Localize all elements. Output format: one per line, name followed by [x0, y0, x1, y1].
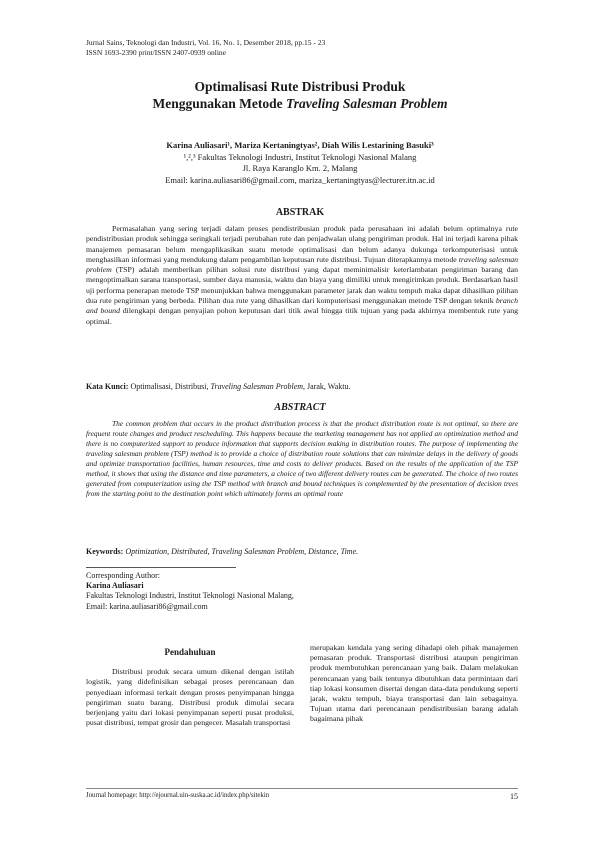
abstrak-paragraph: [86, 224, 518, 327]
body-paragraph-right: merupakan kendala yang sering dihadapi oleh pihak manajemen pemasaran produk. Transportasi distribusi ataupun pengiriman produk membutuhkan perencanaan yang baik. Dalam melakukan perencanaan yang baik tentunya dibutuhkan data permintaan dari tiap lokasi konsumen disertai dengan data-data pendukung seperti jarak, waktu tempuh, biaya transportasi dan lain sebagainya. Tujuan utama dari perencanaan pendistribusian barang adalah bagaimana pihak: [310, 643, 518, 724]
body-paragraph-left: Distribusi produk secara umum dikenal dengan istilah logistik, yang didefinisikan sebagai proses perencanaan dan penyediaan informasi terkait dengan proses penyimpanan hingga pengiriman suatu barang. Distribusi produk dimulai secara berjenjang yaitu dari lokasi penyimpanan seperti pusat produksi, pusat distribusi, tempat grosir dan pengecer. Masalah transportasi: [86, 667, 294, 728]
abstrak-italic-2: branch and bound: [86, 296, 518, 316]
keywords-text: Optimization, Distributed, Traveling Salesman Problem, Distance, Time.: [125, 547, 359, 556]
corresponding-label: Corresponding Author:: [86, 571, 160, 580]
journal-homepage: Journal homepage: http://ejournal.uin-suska.ac.id/index.php/sitekin: [86, 792, 270, 799]
author-block: [0, 140, 600, 186]
title-line-2-prefix: Menggunakan Metode: [152, 96, 283, 111]
corresponding-divider: [86, 567, 236, 568]
corresponding-affiliation: Fakultas Teknologi Industri, Institut Teknologi Nasional Malang,: [86, 591, 294, 601]
kata-kunci-label: Kata Kunci:: [86, 382, 129, 391]
page-number: 15: [510, 792, 518, 801]
corresponding-email: Email: karina.auliasari86@gmail.com: [86, 601, 208, 611]
body-column-right: [310, 643, 518, 725]
page-footer: [86, 792, 518, 799]
keywords: [86, 547, 518, 557]
abstrak-text-2: (TSP) adalah memberikan pilihan solusi rute distribusi yang dapat meminimalisir keterlambatan pengiriman barang dan mengoptimalkan sarana transportasi, sumber daya manusia, waktu dan biaya yang dimiliki untuk mengirimkan produk. Berdasarkan hasil uji performa penerapan metode TSP menunjukkan bahwa menggunakan parameter jarak dan waktu tempuh maka dapat dihasilkan pilihan dua rute pengiriman yang berbeda. Pilihan dua rute yang dihasilkan dari komputerisasi menggunakan metode TSP dengan teknik: [86, 265, 518, 306]
paper-title: [0, 78, 600, 112]
author-email: Email: karina.auliasari86@gmail.com, mariza_kertaningtyas@lecturer.itn.ac.id: [165, 174, 435, 185]
abstract-heading: ABSTRACT: [274, 402, 326, 413]
abstrak-italic-1: traveling salesman problem: [86, 254, 519, 275]
keywords-label: Keywords:: [86, 547, 124, 556]
author-names: Karina Auliasari¹, Mariza Kertaningtyas², Diah Wilis Lestarining Basuki³: [166, 140, 434, 150]
kata-kunci-text: Optimalisasi, Distribusi,: [130, 382, 209, 391]
abstract-body: [86, 419, 518, 499]
author-affiliation: ¹,²,³ Fakultas Teknologi Industri, Institut Teknologi Nasional Malang: [183, 151, 417, 162]
kata-kunci-end: , Jarak, Waktu.: [303, 382, 351, 391]
body-column-left: [86, 643, 294, 728]
abstrak-body: [86, 224, 518, 327]
footer-divider: [86, 788, 518, 789]
corresponding-author: [86, 571, 386, 612]
kata-kunci-italic: Traveling Salesman Problem: [210, 382, 304, 391]
title-line-2-italic: Traveling Salesman Problem: [286, 96, 448, 111]
section-heading: Pendahuluan: [164, 647, 216, 657]
abstrak-text-1: Permasalahan yang sering terjadi dalam proses pendistribusian produk pada perusahaan ini adalah belum optimalnya rute pendistribusian produk sehingga seringkali terjadi perubahan rute dan penjadwalan ulang pengiriman produk. Hal ini terjadi karena pihak manajemen pemasaran belum mengaplikasikan suatu metode optimalisasi dan belum adanya dukunga terkomputerisasi untuk menghasilkan informasi yang mendukung dalam pengambilan keputusan rute distribusi. Tujuan diterapkannya metode: [86, 224, 518, 264]
journal-citation: Jurnal Sains, Teknologi dan Industri, Vol. 16, No. 1, Desember 2018, pp.15 - 23: [86, 38, 326, 47]
title-line-2: [0, 95, 600, 112]
abstrak-text-3: dilengkapi dengan penyajian pohon keputusan dari titik awal hingga titik tujuan yang pada akhirnya membentuk rute yang optimal.: [86, 306, 518, 326]
title-line-1: Optimalisasi Rute Distribusi Produk: [194, 79, 406, 94]
kata-kunci: [86, 382, 518, 392]
abstract-paragraph: The common problem that occurs in the product distribution process is that the product distribution route is not optimal, so there are frequent route changes and product rescheduling. This happens because the marketing management has not applied an optimization method and there is no computerized support to produce information that supports decision making in distribution routes. The purpose of implementing the traveling salesman problem (TSP) method is to provide a choice of distribution route solutions that can minimize delays in the delivery of goods and optimize transportation facilities, human resources, time and costs to deliver products. Based on the results of the application of the TSP method, it shows that using the distance and time parameters, a choice of two different delivery routes can be generated. The choice of two routes generated from computerization using the TSP method with branch and bound techniques is complemented by the presentation of decision trees from the starting point to the destination point which ultimately forms an optimal route: [86, 419, 518, 498]
abstrak-heading: ABSTRAK: [275, 207, 325, 218]
author-address: Jl. Raya Karanglo Km. 2, Malang: [242, 163, 358, 173]
journal-issn: ISSN 1693-2390 print/ISSN 2407-0939 online: [86, 48, 227, 57]
journal-header: [86, 38, 325, 58]
corresponding-name: Karina Auliasari: [86, 581, 144, 591]
